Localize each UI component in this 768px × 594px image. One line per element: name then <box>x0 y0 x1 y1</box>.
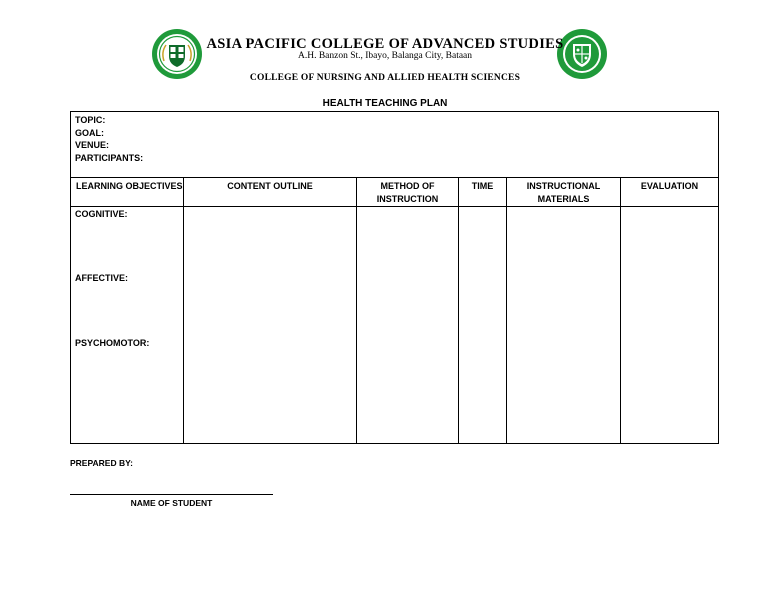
materials-cell <box>507 207 621 444</box>
objective-affective: AFFECTIVE: <box>75 273 128 283</box>
content-outline-cell <box>184 207 357 444</box>
topic-field: TOPIC: <box>75 115 106 125</box>
evaluation-cell <box>621 207 719 444</box>
col-header-method-of-instruction: METHOD OF INSTRUCTION <box>357 178 459 207</box>
college-address: A.H. Banzon St., Ibayo, Balanga City, Bataan <box>297 51 473 61</box>
col-header-instructional-materials: INSTRUCTIONAL MATERIALS <box>507 178 621 207</box>
venue-field: VENUE: <box>75 140 110 151</box>
objective-cognitive: COGNITIVE: <box>75 209 128 219</box>
signature-line <box>70 494 273 495</box>
department-name: COLLEGE OF NURSING AND ALLIED HEALTH SCIENCES <box>249 73 521 83</box>
document-title: HEALTH TEACHING PLAN <box>322 98 448 109</box>
col-header-learning-objectives: LEARNING OBJECTIVES <box>71 178 184 207</box>
col-header-evaluation: EVALUATION <box>621 178 719 207</box>
college-name: ASIA PACIFIC COLLEGE OF ADVANCED STUDIES <box>206 36 564 52</box>
col-header-time: TIME <box>459 178 507 207</box>
objective-psychomotor: PSYCHOMOTOR: <box>75 338 150 348</box>
method-cell <box>357 207 459 444</box>
student-name-label: NAME OF STUDENT <box>130 498 213 508</box>
objectives-cell <box>71 207 184 444</box>
col-header-content-outline: CONTENT OUTLINE <box>184 178 357 207</box>
participants-field: PARTICIPANTS: <box>75 152 144 163</box>
prepared-by-label: PREPARED BY: <box>70 458 133 468</box>
plan-info-section <box>71 112 719 178</box>
time-cell <box>459 207 507 444</box>
goal-field: GOAL: <box>75 127 104 138</box>
teaching-plan-table <box>70 111 719 444</box>
